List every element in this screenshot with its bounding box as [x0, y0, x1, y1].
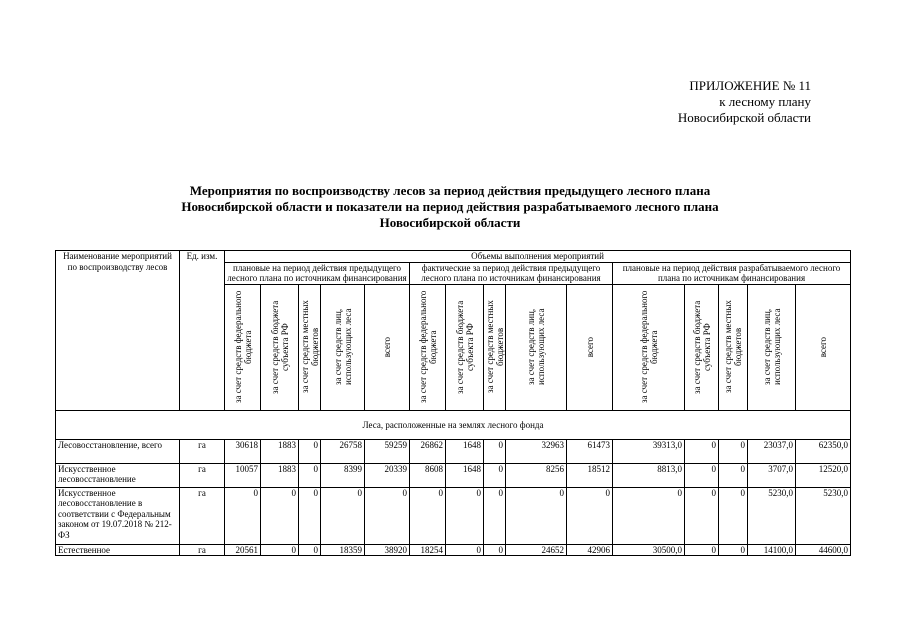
header-source-label: за счет средств федерального бюджета — [417, 290, 438, 404]
appendix-header — [678, 78, 811, 126]
cell-value: 5230,0 — [748, 487, 796, 544]
header-source-federal — [225, 284, 261, 410]
header-source-federal — [410, 284, 446, 410]
appendix-ref: к лесному плану — [719, 94, 811, 109]
header-group-planned-new: плановые на период действия разрабатываемого лесного плана по источникам финансирования — [613, 262, 851, 284]
cell-value: 59259 — [365, 439, 410, 463]
appendix-region: Новосибирской области — [677, 110, 811, 125]
table-row — [56, 439, 851, 463]
cell-value: 0 — [719, 463, 748, 487]
cell-value: 23037,0 — [748, 439, 796, 463]
document-title — [100, 183, 800, 231]
table-row — [56, 544, 851, 556]
header-source-label: всего — [584, 336, 595, 358]
measures-table — [55, 250, 851, 556]
cell-value: 0 — [484, 487, 506, 544]
cell-value: 0 — [506, 487, 567, 544]
header-source-label: за счет средств лиц, использующих леса — [761, 308, 782, 386]
header-source-local — [719, 284, 748, 410]
header-unit: Ед. изм. — [180, 251, 225, 411]
cell-value: 0 — [484, 544, 506, 556]
cell-value: 0 — [299, 463, 321, 487]
cell-value: 26758 — [321, 439, 365, 463]
header-source-label: всего — [382, 336, 392, 358]
title-line-2: Новосибирской области и показатели на период действия разрабатываемого лесного плана — [181, 199, 719, 214]
cell-value: 62350,0 — [796, 439, 851, 463]
header-source-federal — [613, 284, 685, 410]
title-line-1: Мероприятия по воспроизводству лесов за период действия предыдущего лесного плана — [189, 183, 711, 198]
cell-value: 0 — [410, 487, 446, 544]
cell-value: 0 — [261, 487, 299, 544]
cell-value: 8813,0 — [613, 463, 685, 487]
cell-value: 1883 — [261, 439, 299, 463]
cell-value: 12520,0 — [796, 463, 851, 487]
header-source-users — [748, 284, 796, 410]
cell-value: 38920 — [365, 544, 410, 556]
cell-value: 0 — [321, 487, 365, 544]
cell-value: 0 — [685, 487, 719, 544]
header-source-regional — [685, 284, 719, 410]
row-name: Лесовосстановление, всего — [56, 439, 180, 463]
cell-value: 0 — [685, 544, 719, 556]
cell-value: 30618 — [225, 439, 261, 463]
cell-value: 20561 — [225, 544, 261, 556]
cell-value: 0 — [299, 544, 321, 556]
row-unit: га — [180, 544, 225, 556]
header-source-label: за счет средств бюджета субъекта РФ — [269, 300, 290, 394]
header-source-label: за счет средств лиц, использующих леса — [526, 308, 546, 386]
table-row — [56, 463, 851, 487]
cell-value: 0 — [685, 439, 719, 463]
cell-value: 5230,0 — [796, 487, 851, 544]
cell-value: 0 — [299, 439, 321, 463]
cell-value: 18359 — [321, 544, 365, 556]
header-source-label: за счет средств бюджета субъекта РФ — [454, 300, 475, 394]
header-source-users — [321, 284, 365, 410]
row-name: Искусственное лесовосстановление — [56, 463, 180, 487]
cell-value: 0 — [484, 439, 506, 463]
cell-value: 0 — [484, 463, 506, 487]
cell-value: 0 — [567, 487, 613, 544]
header-source-label: за счет средств местных бюджетов — [484, 300, 505, 394]
cell-value: 0 — [299, 487, 321, 544]
cell-value: 8256 — [506, 463, 567, 487]
cell-value: 0 — [613, 487, 685, 544]
header-group-actual-previous: фактические за период действия предыдущего лесного плана по источникам финансирования — [410, 262, 613, 284]
header-source-local — [484, 284, 506, 410]
cell-value: 1648 — [446, 463, 484, 487]
cell-value: 30500,0 — [613, 544, 685, 556]
header-group-planned-previous: плановые на период действия предыдущего лесного плана по источникам финансирования — [225, 262, 410, 284]
row-name: Искусственное лесовосстановление в соответствии с Федеральным законом от 19.07.2018 № 212-ФЗ — [56, 487, 180, 544]
cell-value: 26862 — [410, 439, 446, 463]
header-source-label: за счет средств местных бюджетов — [299, 300, 320, 394]
appendix-number: ПРИЛОЖЕНИЕ № 11 — [689, 78, 811, 93]
header-source-label: за счет средств лиц, использующих леса — [332, 308, 353, 386]
cell-value: 8608 — [410, 463, 446, 487]
header-source-total — [365, 284, 410, 410]
header-source-local — [299, 284, 321, 410]
cell-value: 14100,0 — [748, 544, 796, 556]
row-unit: га — [180, 463, 225, 487]
header-source-label: за счет средств федерального бюджета — [638, 290, 659, 404]
header-source-total — [567, 284, 613, 410]
header-source-label: за счет средств местных бюджетов — [723, 300, 743, 394]
title-line-3: Новосибирской области — [379, 215, 521, 230]
row-unit: га — [180, 487, 225, 544]
row-name: Естественное — [56, 544, 180, 556]
header-source-label: за счет средств федерального бюджета — [232, 290, 253, 404]
header-source-total — [796, 284, 851, 410]
cell-value: 0 — [446, 487, 484, 544]
cell-value: 42906 — [567, 544, 613, 556]
cell-value: 0 — [719, 544, 748, 556]
cell-value: 0 — [685, 463, 719, 487]
cell-value: 0 — [365, 487, 410, 544]
table-row — [56, 487, 851, 544]
cell-value: 1883 — [261, 463, 299, 487]
cell-value: 61473 — [567, 439, 613, 463]
cell-value: 24652 — [506, 544, 567, 556]
cell-value: 18254 — [410, 544, 446, 556]
cell-value: 44600,0 — [796, 544, 851, 556]
cell-value: 8399 — [321, 463, 365, 487]
cell-value: 0 — [719, 487, 748, 544]
cell-value: 32963 — [506, 439, 567, 463]
cell-value: 18512 — [567, 463, 613, 487]
cell-value: 0 — [225, 487, 261, 544]
header-source-label: всего — [818, 336, 829, 358]
section-forest-fund: Леса, расположенные на землях лесного фонда — [56, 410, 851, 439]
header-source-regional — [446, 284, 484, 410]
cell-value: 20339 — [365, 463, 410, 487]
cell-value: 3707,0 — [748, 463, 796, 487]
header-name: Наименование мероприятий по воспроизводству лесов — [56, 251, 180, 411]
row-unit: га — [180, 439, 225, 463]
header-source-label: за счет средств бюджета субъекта РФ — [691, 300, 712, 394]
cell-value: 0 — [719, 439, 748, 463]
cell-value: 10057 — [225, 463, 261, 487]
cell-value: 1648 — [446, 439, 484, 463]
header-source-regional — [261, 284, 299, 410]
cell-value: 39313,0 — [613, 439, 685, 463]
header-volumes: Объемы выполнения мероприятий — [225, 251, 851, 263]
cell-value: 0 — [446, 544, 484, 556]
header-source-users — [506, 284, 567, 410]
cell-value: 0 — [261, 544, 299, 556]
